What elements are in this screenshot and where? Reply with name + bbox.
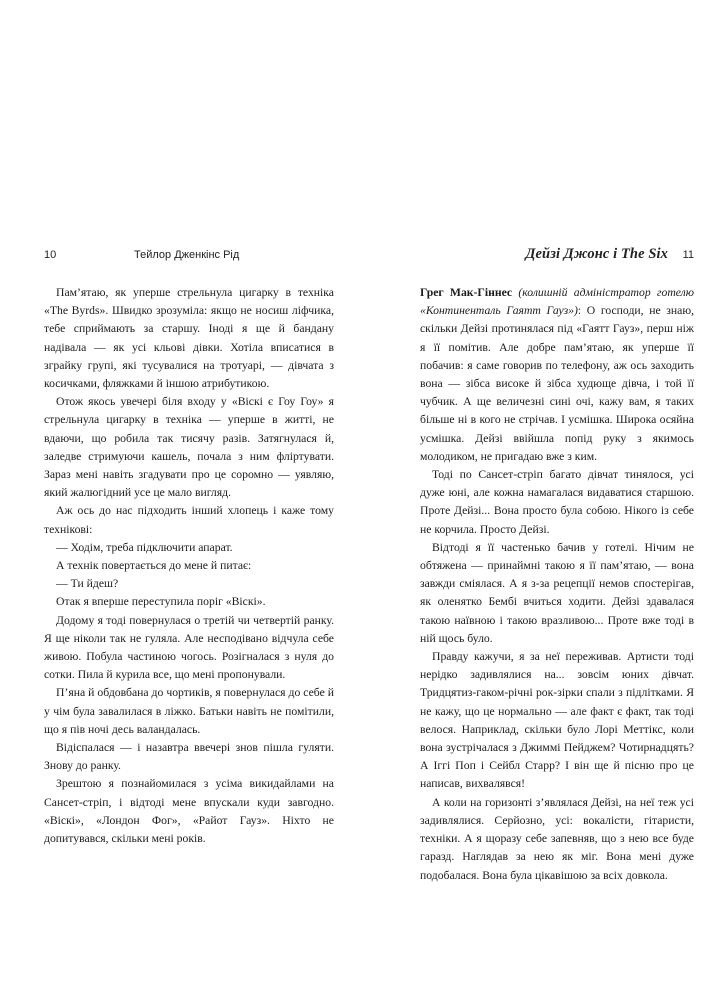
- right-running-head: Дейзі Джонс і The Six: [525, 246, 668, 262]
- right-page-number: 11: [682, 249, 694, 261]
- paragraph: Тоді по Сансет-стріп багато дівчат тинялося, усі дуже юні, але кожна намагалася видаватися старшою. Проте Дейзі... Вона просто була собою. Нікого із себе не корчила. Просто Дейзі.: [420, 468, 694, 536]
- speaker-name: Грег Мак-Гіннес: [420, 286, 513, 299]
- paragraph: А технік повертається до мене й питає:: [56, 559, 252, 573]
- right-page-header: [420, 248, 694, 266]
- right-page-text: [420, 284, 694, 885]
- paragraph: П’яна й обдовбана до чортиків, я повернулася до себе й у чім була завалилася в ліжко. Батьки навіть не помітили, що я пів ночі десь валандалась.: [44, 686, 334, 736]
- paragraph: Отож якось увечері біля входу у «Віскі є Гоу Гоу» я стрельнула цигарку в техніка — уперше в житті, не вдаючи, що робила так тисячу разів. Затягнулася й, заледве стримуючи кашель, почала з ним фліртувати. Зараз мені навіть згадувати про це соромно — уявляю, який жалюгідний усе це мало вигляд.: [44, 395, 334, 500]
- paragraph: Отак я вперше переступила поріг «Віскі».: [56, 595, 266, 609]
- paragraph: Правду кажучи, я за неї переживав. Артисти тоді нерідко задивлялися на... зовсім юних дівчат. Тридцятиз-гаком-річні рок-зірки спали з підлітками. Я не кажу, що це нормально — але факт є факт, так тоді велося. Наприклад, скільки було Лорі Меттікс, коли вона зустрічалася з Джиммі Пейджем? Чотирнадцять? А Іггі Поп і Сейбл Старр? І він ще й пісню про це написав, вихвалявся!: [420, 650, 694, 791]
- paragraph: Пам’ятаю, як уперше стрельнула цигарку в техніка «The Byrds». Швидко зрозуміла: якщо не носиш ліфчика, тебе сприймають за старшу. Іноді я ще й бандану надівала — як усі кльові дівки. Хотіла вписатися в зграйку групі, які тусувалися на тротуарі, — дівчата з косичками, фляжками й іншою атрибутикою.: [44, 286, 334, 391]
- paragraph: Зрештою я познайомилася з усіма викидайлами на Сансет-стріп, і відтоді мене впускали куди завгодно. «Віскі», «Лондон Фог», «Райот Гауз». Ніхто не допитувався, скільки мені років.: [44, 777, 334, 846]
- paragraph-text: : О господи, не знаю, скільки Дейзі протинялася під «Гаятт Гауз», перш ніж я її помітив. Але добре пам’ятаю, як уперше її побачив: я саме говорив по телефону, аж ось заходить вона — зібса високе й зібса худюще дівча, і той її чубчик. А ще величезні сині очі, кажу вам, я таких більше ні в кого не стрічав. І усмішка. Широка осяйна усмішка. Дейзі ввійшла попід руку з якимось молодиком, не пригадаю вже з ким.: [420, 304, 694, 463]
- paragraph: А коли на горизонті з’являлася Дейзі, на неї теж усі задивлялися. Серйозно, усі: вокалісти, гітаристи, техніки. А я щоразу себе запевняв, що з нею все буде гаразд. Наглядав за нею як міг. Вона мені дуже подобалася. Вона була цікавішою за всіх довкола.: [420, 795, 694, 882]
- interview-paragraph: [420, 284, 694, 466]
- right-page: [360, 0, 720, 1000]
- paragraph: — Ти йдеш?: [56, 577, 119, 591]
- speaker-role: (колишній адміністратор готелю «Континенталь Гаятт Гауз»): [420, 286, 694, 318]
- paragraph: Відтоді я її частенько бачив у готелі. Нічим не обтяжена — принаймні такою я її пам’ятаю, — вона завжди сміялася. А я з-за рецепції немов спостерігав, як оленятко Бембі вчиться ходити. Дейзі здавалася такою наївною і такою вразливою... Проте вже тоді в ній щось було.: [420, 540, 694, 645]
- left-page-text: [44, 284, 334, 848]
- left-page-header: [44, 248, 334, 266]
- paragraph: Додому я тоді повернулася о третій чи четвертій ранку. Я ще ніколи так не гуляла. Але несподівано відчула себе живою. Побула частиною чогось. Розігналася з нуля до сотки. Пила й курила все, що мені пропонували.: [44, 613, 334, 682]
- left-running-head: Тейлор Дженкінс Рід: [134, 249, 240, 261]
- paragraph: Відіспалася — і назавтра ввечері знов пішла гуляти. Знову до ранку.: [44, 741, 334, 773]
- paragraph: Аж ось до нас підходить інший хлопець і каже тому технікові:: [44, 504, 334, 536]
- paragraph: — Ходім, треба підключити апарат.: [56, 540, 233, 554]
- left-page-number: 10: [44, 249, 57, 261]
